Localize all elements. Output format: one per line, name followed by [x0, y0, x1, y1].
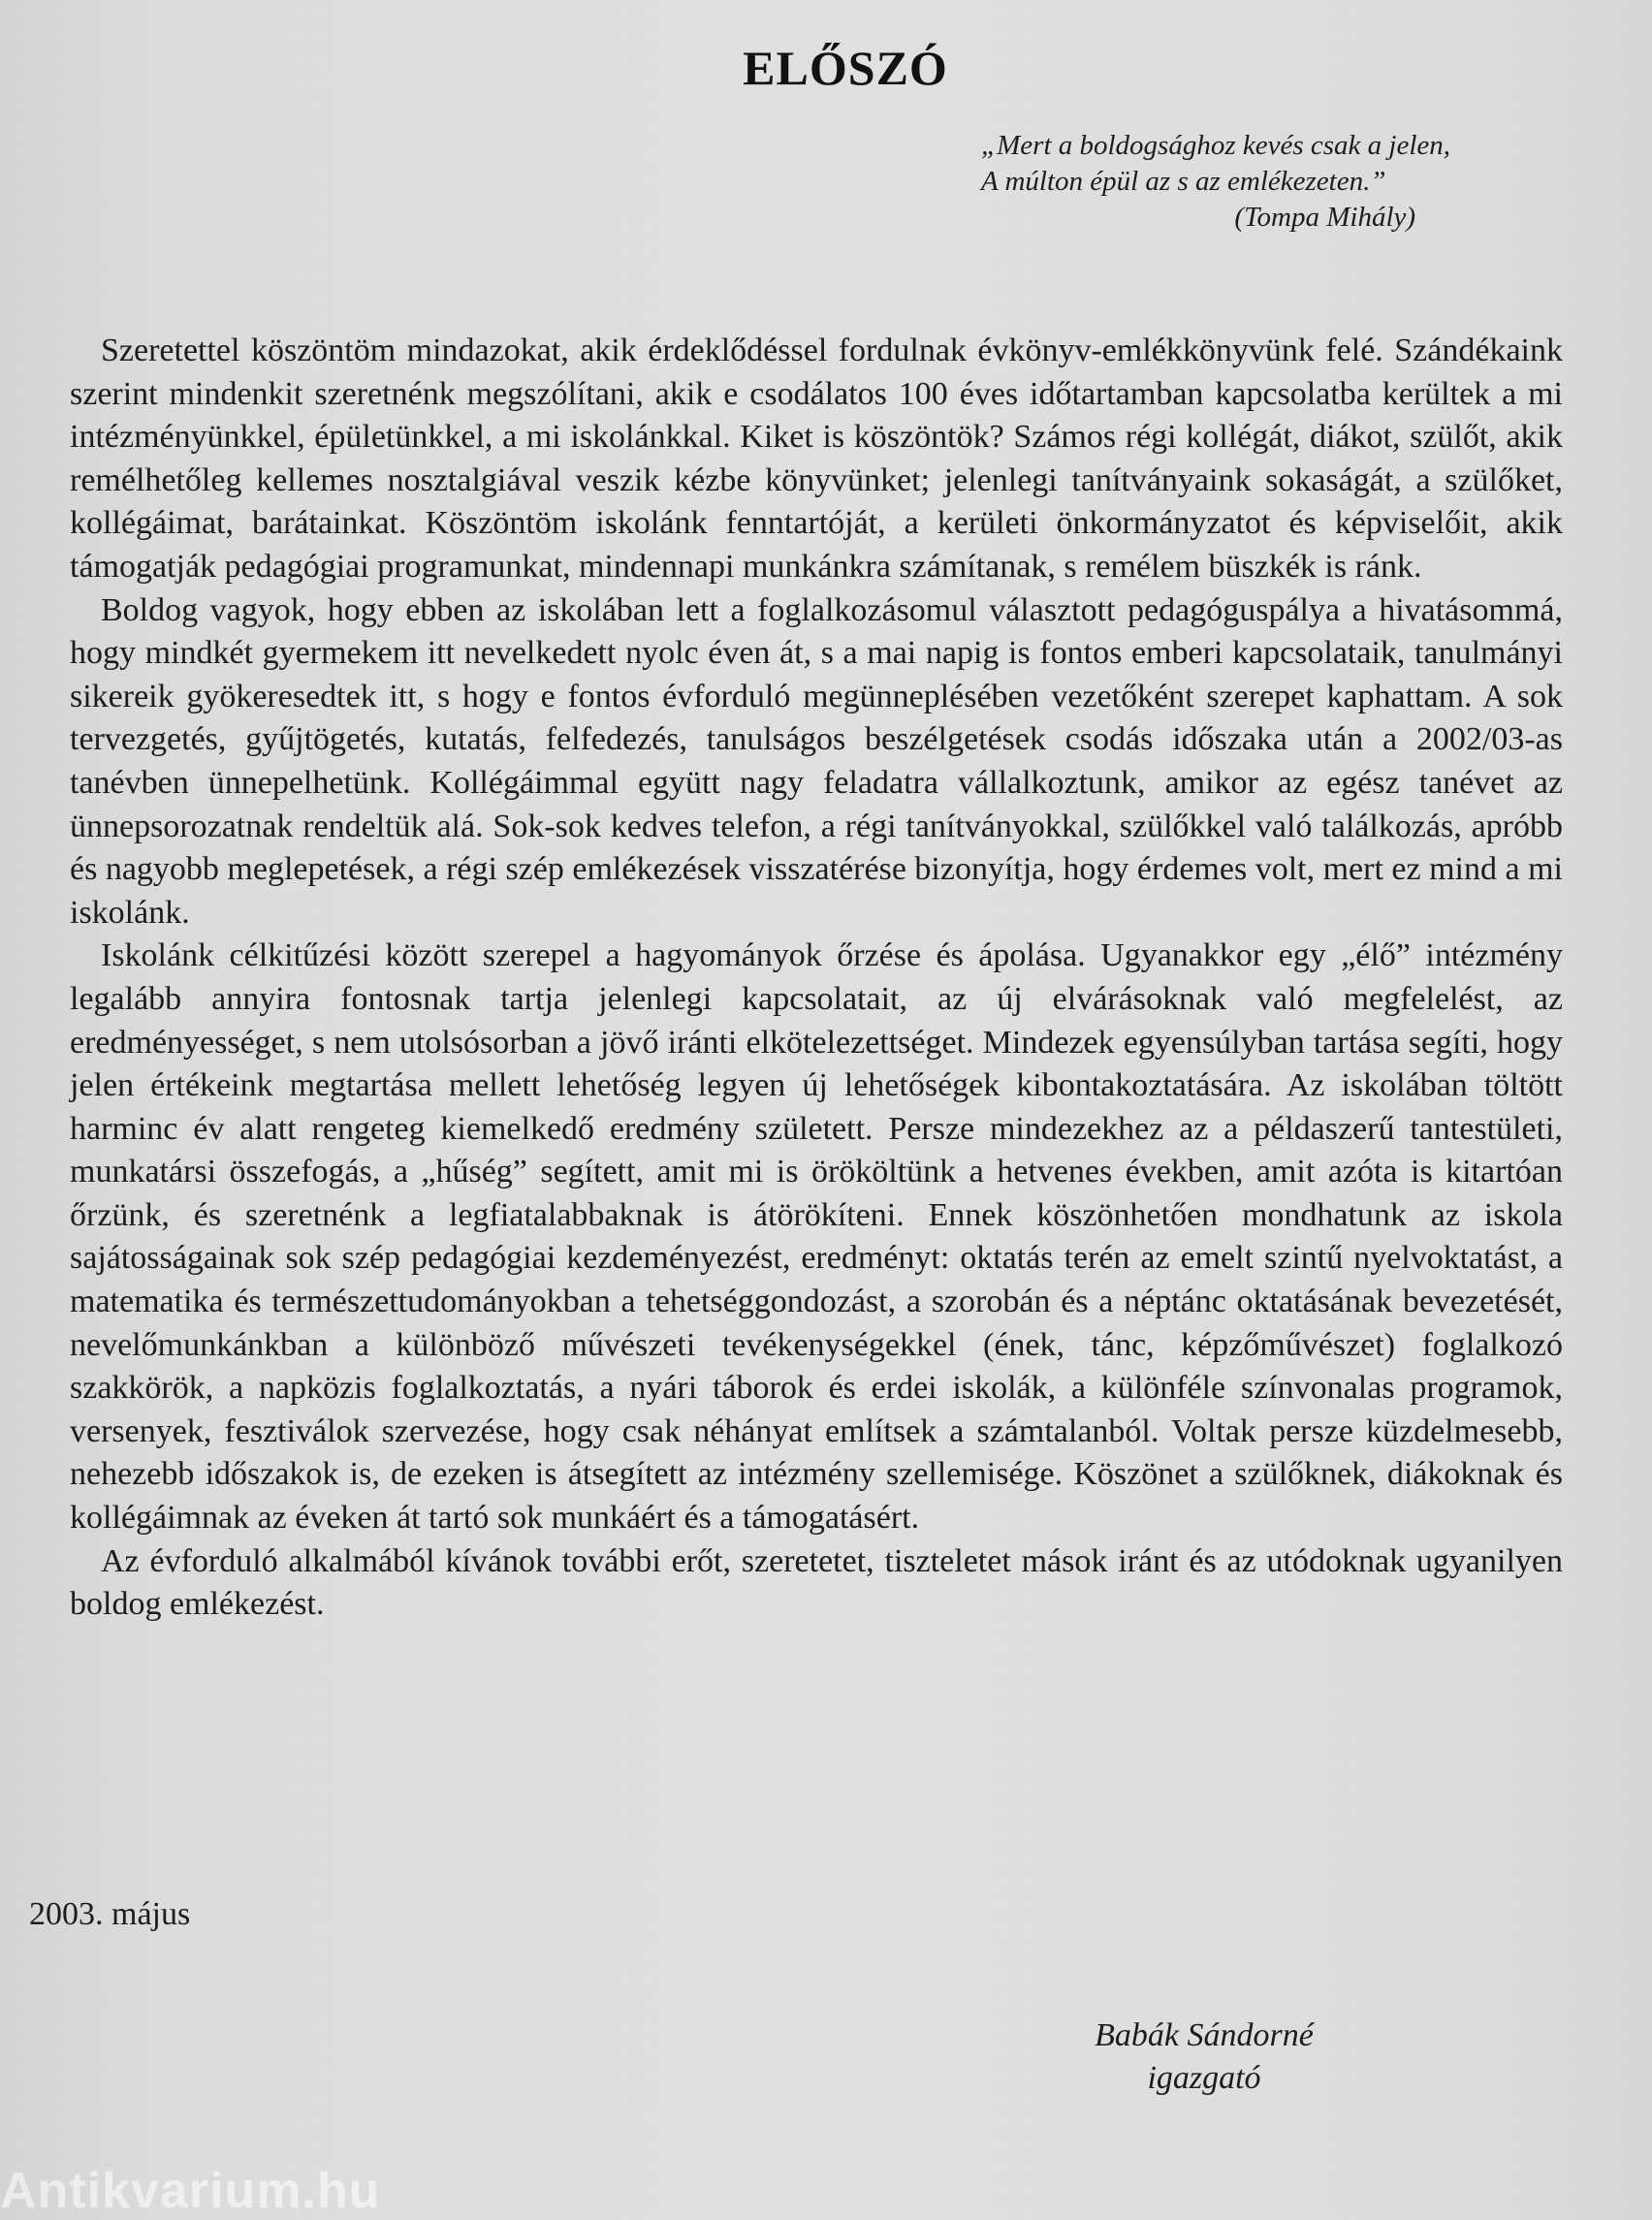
- body-text: [70, 330, 1563, 1627]
- signature-name: Babák Sándorné: [1095, 2017, 1314, 2053]
- paragraph-1: Szeretettel köszöntöm mindazokat, akik érdeklődéssel fordulnak évkönyv-emlékkönyvünk felé. Szándékaink szerint mindenkit szeretnénk megszólítani, akik e csodálatos 100 éves időtartamban kapcsolatba kerültek a mi intézményünkkel, épületünkkel, a mi iskolánkkal. Kiket is köszöntök? Számos régi kollégát, diákot, szülőt, akik remélhetőleg kellemes nosztalgiával veszik kézbe könyvünket; jelenlegi tanítványaink sokaságát, a szülőket, kollégáimat, barátainkat. Köszöntöm iskolánk fenntartóját, a kerületi önkormányzatot és képviselőit, akik támogatják pedagógiai programunkat, mindennapi munkánkra számítanak, s remélem büszkék is ránk.: [70, 333, 1563, 585]
- date: 2003. május: [29, 1896, 191, 1932]
- epigraph-line-1: „Mert a boldogsághoz kevés csak a jelen,: [981, 130, 1451, 161]
- signature-role: igazgató: [1147, 2060, 1261, 2096]
- document-page: [70, 39, 1563, 1623]
- signature: [1059, 2014, 1350, 2100]
- paragraph-4: Az évforduló alkalmából kívánok további erőt, szeretetet, tiszteletet mások iránt és az utódoknak ugyanilyen boldog emlékezést.: [70, 1542, 1563, 1623]
- epigraph-line-2: A múlton épül az s az emlékezeten.”: [981, 166, 1386, 197]
- page-title: ELŐSZÓ: [743, 41, 948, 95]
- epigraph: [981, 128, 1450, 236]
- paragraph-2: Boldog vagyok, hogy ebben az iskolában lett a foglalkozásomul választott pedagóguspálya a hivatásommá, hogy mindkét gyermekem itt nevelkedett nyolc éven át, s a mai napig is fontos emberi kapcsolataik, tanulmányi sikereik gyökeresedtek itt, s hogy e fontos évforduló megünneplésében vezetőként szerepet kaphattam. A sok tervezgetés, gyűjtögetés, kutatás, felfedezés, tanulságos beszélgetések csodás időszaka után a 2002/03-as tanévben ünnepelhetünk. Kollégáimmal együtt nagy feladatra vállalkoztunk, amikor az egész tanévet az ünnepsorozatnak rendeltük alá. Sok-sok kedves telefon, a régi tanítványokkal, szülőkkel való találkozás, apróbb és nagyobb meglepetések, a régi szép emlékezések visszatérése bizonyítja, hogy érdemes volt, mert ez mind a mi iskolánk.: [70, 591, 1563, 931]
- epigraph-author: (Tompa Mihály): [1234, 202, 1416, 233]
- watermark: Antikvarium.hu: [0, 2163, 381, 2219]
- paragraph-3: Iskolánk célkitűzési között szerepel a hagyományok őrzése és ápolása. Ugyanakkor egy „élő” intézmény legalább annyira fontosnak tartja jelenlegi kapcsolatait, az új elvárásoknak való megfelelést, az eredményességet, s nem utolsósorban a jövő iránti elkötelezettséget. Mindezek egyensúlyban tartása segíti, hogy jelen értékeink megtartása mellett lehetőség legyen új lehetőségek kibontakoztatására. Az iskolában töltött harminc év alatt rengeteg kiemelkedő eredmény született. Persze mindezekhez az a példaszerű tantestületi, munkatársi összefogás, a „hűség” segített, amit mi is örököltünk a hetvenes években, amit azóta is kitartóan őrzünk, és szeretnénk a legfiatalabbaknak is átörökíteni. Ennek köszönhetően mondhatunk az iskola sajátosságainak sok szép pedagógiai kezdeményezést, eredményt: oktatás terén az emelt szintű nyelvoktatást, a matematika és természettudományokban a tehetséggondozást, a szorobán és a néptánc oktatásának bevezetését, nevelőmunkánkban a különböző művészeti tevékenységekkel (ének, tánc, képzőművészet) foglalkozó szakkörök, a napközis foglalkoztatás, a nyári táborok és erdei iskolák, a különféle színvonalas programok, versenyek, fesztiválok szervezése, hogy csak néhányat említsek a számtalanból. Voltak persze küzdelmesebb, nehezebb időszakok is, de ezeken is átsegített az intézmény szellemisége. Köszönet a szülőknek, diákoknak és kollégáimnak az éveken át tartó sok munkáért és a támogatásért.: [70, 937, 1563, 1537]
